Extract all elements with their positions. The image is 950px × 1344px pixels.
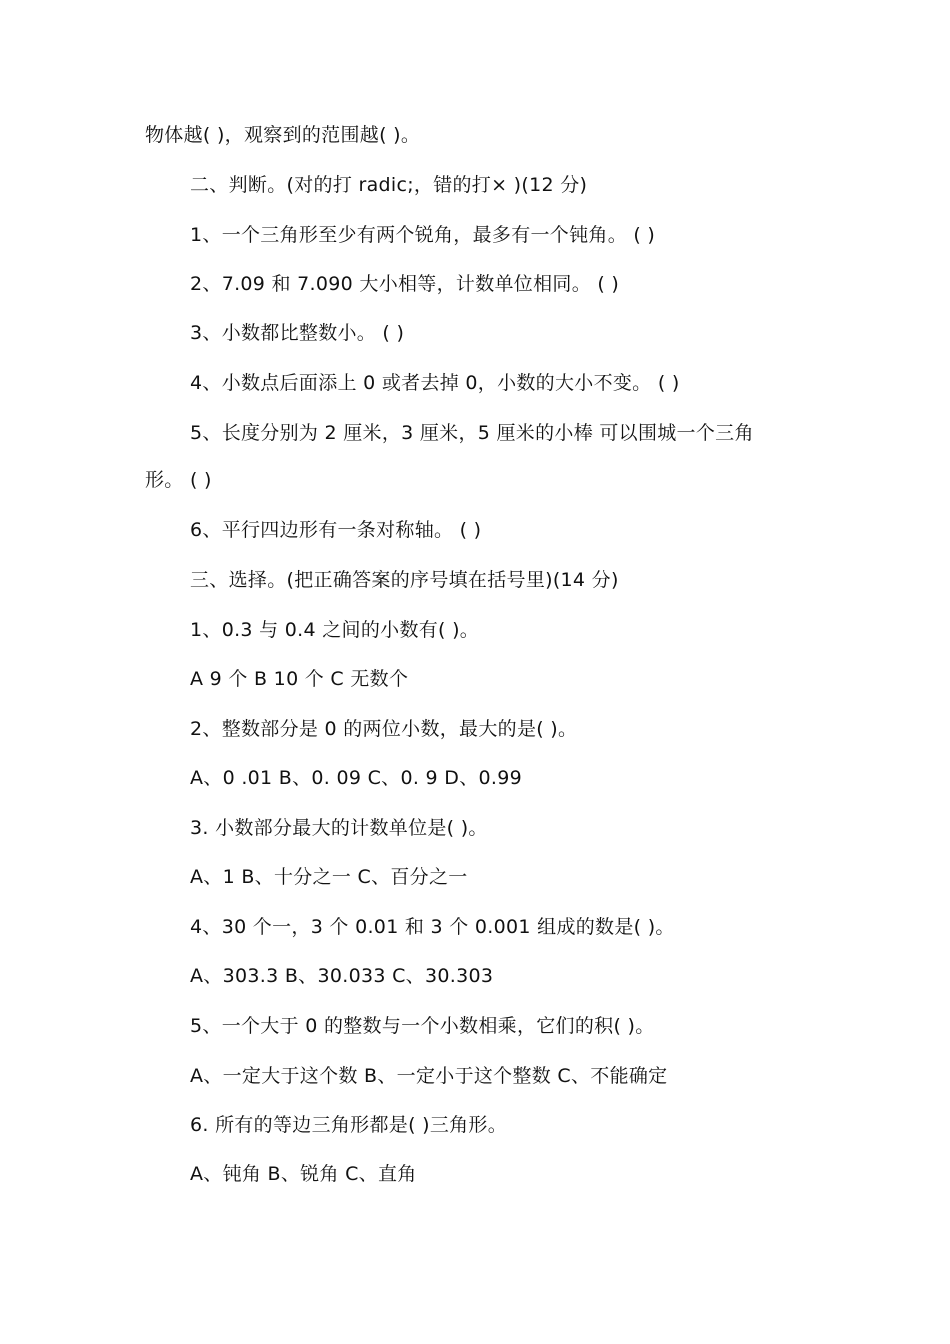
- choice-question-5: 5、一个大于 0 的整数与一个小数相乘，它们的积( )。: [190, 1015, 655, 1037]
- choice-question-3: 3. 小数部分最大的计数单位是( )。: [190, 817, 488, 839]
- judge-item-5: 5、长度分别为 2 厘米，3 厘米，5 厘米的小棒 可以围城一个三角: [190, 422, 754, 444]
- judge-item-2: 2、7.09 和 7.090 大小相等，计数单位相同。 ( ): [190, 273, 620, 295]
- text-line-intro: 物体越( )，观察到的范围越( )。: [145, 124, 421, 146]
- choice-question-6: 6. 所有的等边三角形都是( )三角形。: [190, 1114, 508, 1136]
- judge-item-3: 3、小数都比整数小。 ( ): [190, 322, 405, 344]
- choice-question-4: 4、30 个一，3 个 0.01 和 3 个 0.001 组成的数是( )。: [190, 916, 675, 938]
- choice-options-4: A、303.3 B、30.033 C、30.303: [190, 965, 494, 987]
- choice-options-5: A、一定大于这个数 B、一定小于这个整数 C、不能确定: [190, 1065, 668, 1087]
- choice-question-1: 1、0.3 与 0.4 之间的小数有( )。: [190, 619, 480, 641]
- choice-options-1: A 9 个 B 10 个 C 无数个: [190, 668, 409, 690]
- judge-item-5-cont: 形。 ( ): [145, 469, 212, 491]
- judge-item-1: 1、一个三角形至少有两个锐角，最多有一个钝角。 ( ): [190, 224, 656, 246]
- choice-options-2: A、0 .01 B、0. 09 C、0. 9 D、0.99: [190, 767, 522, 789]
- choice-options-6: A、钝角 B、锐角 C、直角: [190, 1163, 417, 1185]
- choice-options-3: A、1 B、十分之一 C、百分之一: [190, 866, 468, 888]
- judge-item-6: 6、平行四边形有一条对称轴。 ( ): [190, 519, 482, 541]
- section-heading-judge: 二、判断。(对的打 radic;，错的打× )(12 分): [190, 174, 588, 196]
- choice-question-2: 2、整数部分是 0 的两位小数，最大的是( )。: [190, 718, 578, 740]
- judge-item-4: 4、小数点后面添上 0 或者去掉 0，小数的大小不变。 ( ): [190, 372, 680, 394]
- section-heading-choice: 三、选择。(把正确答案的序号填在括号里)(14 分): [190, 569, 619, 591]
